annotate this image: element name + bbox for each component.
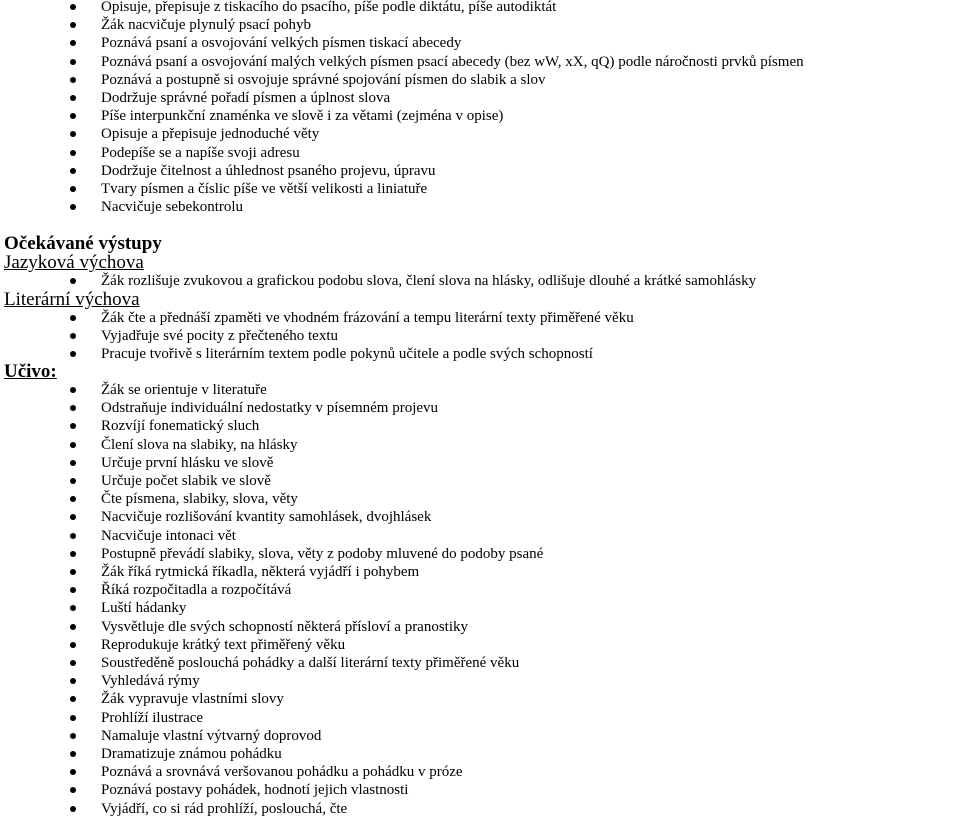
list-item <box>73 581 543 599</box>
bullet-icon <box>70 40 76 46</box>
bullet-icon <box>70 204 76 210</box>
list-item <box>73 745 543 763</box>
list-item-text: Rozvíjí fonematický sluch <box>101 418 260 435</box>
curriculum-list <box>73 381 543 818</box>
list-item <box>73 618 543 636</box>
list-item <box>73 436 543 454</box>
list-item <box>73 162 804 180</box>
bullet-icon <box>70 333 76 339</box>
list-item-text: Soustředěně poslouchá pohádky a další literární texty přiměřené věku <box>101 655 520 672</box>
list-item-text: Určuje první hlásku ve slově <box>101 454 274 471</box>
list-item <box>73 763 543 781</box>
bullet-icon <box>70 405 76 411</box>
list-item <box>73 563 543 581</box>
bullet-icon <box>70 806 76 812</box>
bullet-icon <box>70 77 76 83</box>
bullet-icon <box>70 351 76 357</box>
list-item <box>73 345 634 363</box>
list-item <box>73 107 804 125</box>
bullet-icon <box>70 496 76 502</box>
list-item <box>73 272 756 290</box>
list-item-text: Žák čte a přednáší zpaměti ve vhodném frázování a tempu literární texty přiměřené věku <box>101 310 634 326</box>
list-item <box>73 144 804 162</box>
list-item-text: Žák nacvičuje plynulý psací pohyb <box>101 17 311 34</box>
list-item-text: Nacvičuje sebekontrolu <box>101 199 244 216</box>
skills-list <box>73 0 804 216</box>
bullet-icon <box>70 186 76 192</box>
list-item <box>73 490 543 508</box>
list-item <box>73 709 543 727</box>
bullet-icon <box>70 22 76 28</box>
list-item-text: Reprodukuje krátký text přiměřený věku <box>101 636 346 653</box>
list-item-text: Opisuje, přepisuje z tiskacího do psacího, píše podle diktátu, píše autodiktát <box>101 0 557 15</box>
bullet-icon <box>70 460 76 466</box>
list-item <box>73 690 543 708</box>
list-item <box>73 198 804 216</box>
list-item-text: Určuje počet slabik ve slově <box>101 473 271 490</box>
list-item <box>73 472 543 490</box>
list-item <box>73 545 543 563</box>
bullet-icon <box>70 150 76 156</box>
list-item-text: Odstraňuje individuální nedostatky v písemném projevu <box>101 400 439 417</box>
list-item-text: Žák rozlišuje zvukovou a grafickou podobu slova, člení slova na hlásky, odlišuje dlouhé a krátké samohlásky <box>101 273 757 289</box>
bullet-icon <box>70 131 76 137</box>
bullet-icon <box>70 660 76 666</box>
list-item <box>73 34 804 52</box>
bullet-icon <box>70 533 76 539</box>
list-item-text: Namaluje vlastní výtvarný doprovod <box>101 727 322 744</box>
bullet-icon <box>70 787 76 793</box>
bullet-icon <box>70 423 76 429</box>
language-education-heading: Jazyková výchova <box>4 252 144 273</box>
list-item-text: Luští hádanky <box>101 600 187 617</box>
list-item <box>73 53 804 71</box>
bullet-icon <box>70 696 76 702</box>
list-item-text: Poznává psaní a osvojování malých velkých písmen psací abecedy (bez wW, xX, qQ) podle náročnosti prvků písmen <box>101 53 804 70</box>
bullet-icon <box>70 442 76 448</box>
bullet-icon <box>70 642 76 648</box>
list-item-text: Vyhledává rýmy <box>101 673 200 690</box>
list-item <box>73 508 543 526</box>
list-item-text: Čte písmena, slabiky, slova, věty <box>101 491 298 508</box>
bullet-icon <box>70 478 76 484</box>
literary-education-list <box>73 309 634 364</box>
list-item-text: Dramatizuje známou pohádku <box>101 746 282 763</box>
list-item-text: Píše interpunkční znaménka ve slově i za větami (zejména v opise) <box>101 108 504 125</box>
bullet-icon <box>70 278 76 284</box>
list-item-text: Žák říká rytmická říkadla, některá vyjádří i pohybem <box>101 564 420 581</box>
bullet-icon <box>70 715 76 721</box>
list-item-text: Člení slova na slabiky, na hlásky <box>101 436 298 453</box>
bullet-icon <box>70 751 76 757</box>
bullet-icon <box>70 315 76 321</box>
list-item <box>73 527 543 545</box>
list-item-text: Dodržuje správné pořadí písmen a úplnost slova <box>101 90 391 107</box>
bullet-icon <box>70 605 76 611</box>
list-item-text: Poznává postavy pohádek, hodnotí jejich vlastnosti <box>101 782 409 799</box>
bullet-icon <box>70 769 76 775</box>
list-item-text: Vysvětluje dle svých schopností některá přísloví a pranostiky <box>101 618 469 635</box>
list-item <box>73 125 804 143</box>
list-item <box>73 417 543 435</box>
bullet-icon <box>70 514 76 520</box>
list-item <box>73 0 804 16</box>
bullet-icon <box>70 4 76 10</box>
expected-outcomes-heading: Očekávané výstupy <box>4 233 162 254</box>
list-item-text: Vyjadřuje své pocity z přečteného textu <box>101 328 338 345</box>
list-item <box>73 654 543 672</box>
list-item <box>73 309 634 327</box>
bullet-icon <box>70 168 76 174</box>
list-item-text: Žák se orientuje v literatuře <box>101 382 267 398</box>
list-item-text: Poznává psaní a osvojování velkých písmen tiskací abecedy <box>101 35 462 52</box>
language-education-list <box>73 272 756 290</box>
list-item <box>73 180 804 198</box>
bullet-icon <box>70 59 76 65</box>
list-item-text: Opisuje a přepisuje jednoduché věty <box>101 126 320 143</box>
list-item <box>73 454 543 472</box>
list-item-text: Nacvičuje intonaci vět <box>101 527 236 544</box>
bullet-icon <box>70 678 76 684</box>
list-item-text: Dodržuje čitelnost a úhlednost psaného projevu, úpravu <box>101 162 436 179</box>
curriculum-heading: Učivo: <box>4 361 57 382</box>
list-item <box>73 381 543 399</box>
bullet-icon <box>70 733 76 739</box>
list-item-text: Nacvičuje rozlišování kvantity samohlásek, dvojhlásek <box>101 509 432 526</box>
bullet-icon <box>70 95 76 101</box>
list-item-text: Tvary písmen a číslic píše ve větší velikosti a liniatuře <box>101 181 428 198</box>
list-item-text: Poznává a srovnává veršovanou pohádku a pohádku v próze <box>101 764 463 781</box>
bullet-icon <box>70 624 76 630</box>
list-item <box>73 16 804 34</box>
bullet-icon <box>70 387 76 393</box>
list-item <box>73 727 543 745</box>
list-item-text: Pracuje tvořivě s literárním textem podle pokynů učitele a podle svých schopností <box>101 346 593 363</box>
list-item <box>73 599 543 617</box>
list-item <box>73 399 543 417</box>
list-item <box>73 800 543 818</box>
literary-education-heading: Literární výchova <box>4 289 140 310</box>
bullet-icon <box>70 587 76 593</box>
bullet-icon <box>70 551 76 557</box>
list-item-text: Poznává a postupně si osvojuje správné spojování písmen do slabik a slov <box>101 71 546 88</box>
list-item <box>73 672 543 690</box>
list-item-text: Podepíše se a napíše svoji adresu <box>101 144 300 161</box>
bullet-icon <box>70 569 76 575</box>
list-item <box>73 71 804 89</box>
list-item-text: Žák vypravuje vlastními slovy <box>101 691 284 708</box>
list-item-text: Vyjádří, co si rád prohlíží, poslouchá, čte <box>101 800 348 817</box>
list-item <box>73 327 634 345</box>
bullet-icon <box>70 113 76 119</box>
list-item-text: Postupně převádí slabiky, slova, věty z podoby mluvené do podoby psané <box>101 545 544 562</box>
list-item-text: Říká rozpočitadla a rozpočítává <box>101 582 292 599</box>
list-item-text: Prohlíží ilustrace <box>101 709 204 726</box>
list-item <box>73 636 543 654</box>
list-item <box>73 89 804 107</box>
list-item <box>73 781 543 799</box>
